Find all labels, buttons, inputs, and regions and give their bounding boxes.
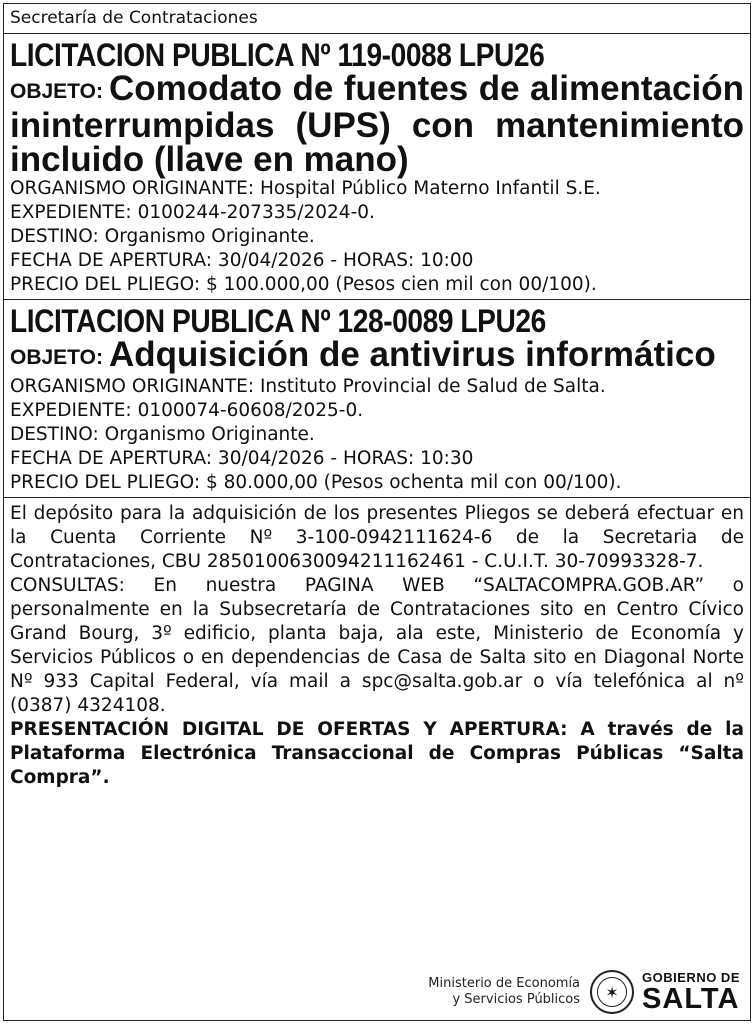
objeto-block (10, 335, 744, 375)
objeto-label: OBJETO: (10, 346, 103, 369)
field-precio-pliego: PRECIO DEL PLIEGO: $ 100.000,00 (Pesos cien mil con 00/100). (10, 274, 597, 295)
objeto-text: Adquisición de antivirus informático (108, 335, 716, 374)
licitacion-title: LICITACION PUBLICA Nº 128-0089 LPU26 (10, 303, 546, 339)
field-organismo: ORGANISMO ORIGINANTE: Hospital Público Materno Infantil S.E. (10, 178, 601, 199)
notice-page (3, 3, 751, 1021)
field-precio-pliego: PRECIO DEL PLIEGO: $ 80.000,00 (Pesos ochenta mil con 00/100). (10, 472, 622, 493)
presentacion-paragraph: PRESENTACIÓN DIGITAL DE OFERTAS Y APERTURA: A través de la Plataforma Electrónica Transaccional de Compras Públicas “Salta Compra”. (10, 719, 744, 788)
field-destino: DESTINO: Organismo Originante. (10, 424, 315, 445)
notes-block (4, 498, 750, 790)
field-expediente: EXPEDIENTE: 0100244-207335/2024-0. (10, 202, 375, 223)
licitacion-title: LICITACION PUBLICA Nº 119-0088 LPU26 (10, 37, 545, 73)
field-expediente: EXPEDIENTE: 0100074-60608/2025-0. (10, 400, 364, 421)
field-fecha-apertura: FECHA DE APERTURA: 30/04/2026 - HORAS: 10:00 (10, 250, 474, 271)
objeto-text: Comodato de fuentes de alimentación ininterrumpidas (UPS) con mantenimiento incluido (llave en mano) (10, 69, 744, 179)
objeto-label: OBJETO: (10, 80, 103, 103)
ministerio-label: Ministerio de Economía y Servicios Públicos (428, 976, 581, 1007)
consultas-paragraph: CONSULTAS: En nuestra PAGINA WEB “SALTACOMPRA.GOB.AR” o personalmente en la Subsecretaría de Contrataciones sito en Centro Cívico Grand Bourg, 3º edificio, planta baja, ala este, Ministerio de Economía y Servicios Públicos o en dependencias de Casa de Salta sito en Diagonal Norte Nº 933 Capital Federal, vía mail a spc@salta.gob.ar o vía telefónica al nº (0387) 4324108. (10, 575, 744, 716)
objeto-block (10, 69, 744, 179)
licitacion-section-1 (4, 34, 750, 300)
field-destino: DESTINO: Organismo Originante. (10, 226, 315, 247)
footer-logo (428, 970, 740, 1014)
field-organismo: ORGANISMO ORIGINANTE: Instituto Provincial de Salud de Salta. (10, 376, 606, 397)
header-text: Secretaría de Contrataciones (4, 4, 750, 34)
deposito-paragraph: El depósito para la adquisición de los presentes Pliegos se deberá efectuar en la Cuenta Corriente Nº 3-100-0942111624-6 de la Secretaria de Contrataciones, CBU 2850100630094211162461 - C.U.I.T. 30-70993328-7. (10, 503, 744, 572)
gobierno-salta-logo: GOBIERNO DE SALTA (642, 970, 740, 1015)
field-fecha-apertura: FECHA DE APERTURA: 30/04/2026 - HORAS: 10:30 (10, 448, 474, 469)
licitacion-section-2 (4, 300, 750, 498)
provincial-seal-icon: ✶ (590, 970, 634, 1014)
